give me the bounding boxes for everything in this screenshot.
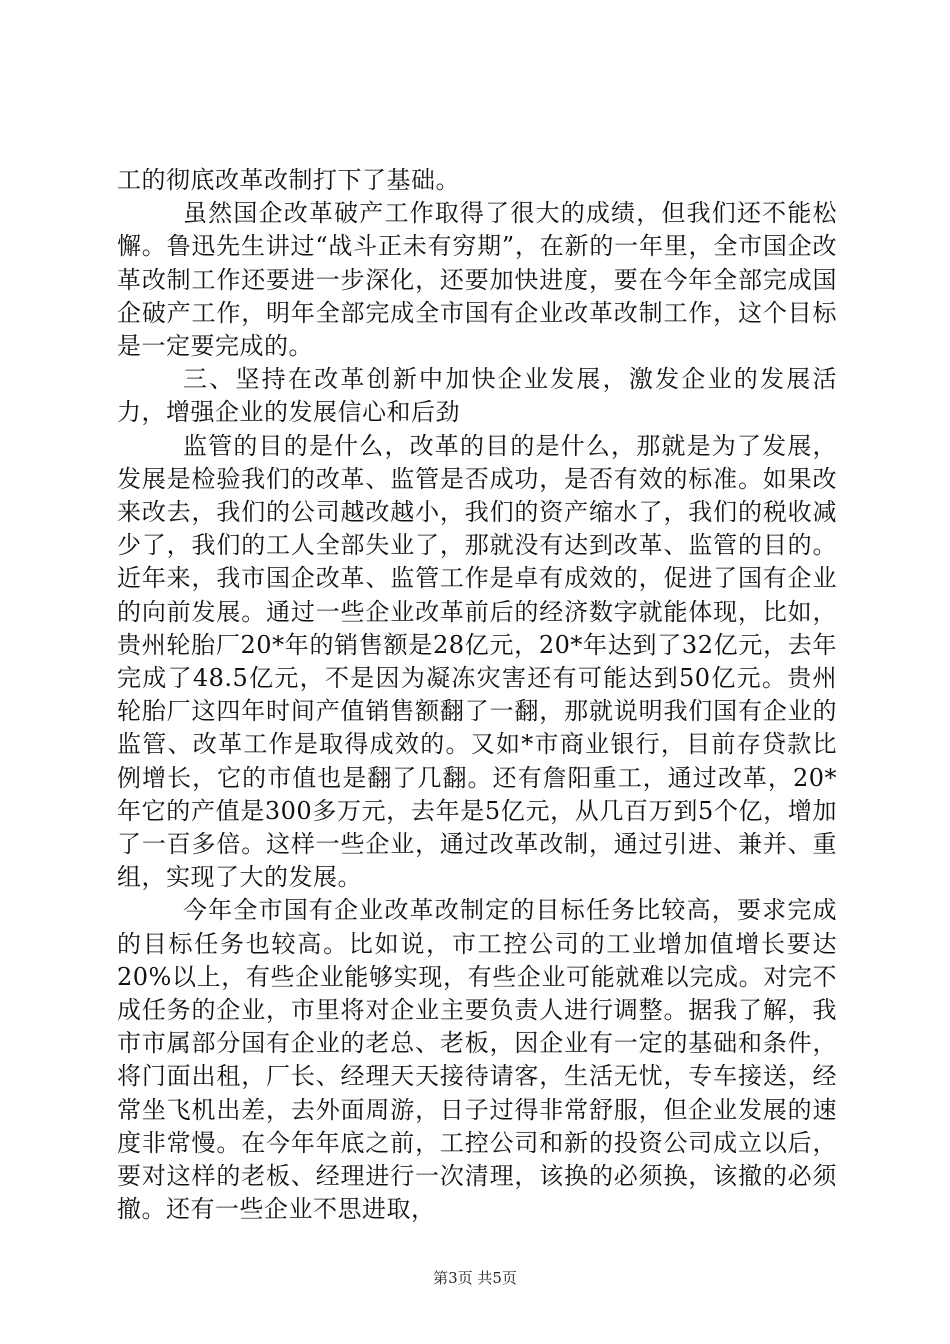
document-body: [117, 164, 837, 1227]
paragraph-reform-progress: 虽然国企改革破产工作取得了很大的成绩，但我们还不能松懈。鲁迅先生讲过“战斗正未有穷期”，在新的一年里，全市国企改革改制工作还要进一步深化，还要加快进度，要在今年全部完成国企破产工作，明年全部完成全市国有企业改革改制工作，这个目标是一定要完成的。: [117, 199, 837, 361]
section-heading-three: 三、坚持在改革创新中加快企业发展，激发企业的发展活力，增强企业的发展信心和后劲: [117, 365, 837, 427]
page-footer: 第3页 共5页: [433, 1269, 517, 1287]
paragraph-development-purpose: 监管的目的是什么，改革的目的是什么，那就是为了发展，发展是检验我们的改革、监管是否成功，是否有效的标准。如果改来改去，我们的公司越改越小，我们的资产缩水了，我们的税收减少了，我们的工人全部失业了，那就没有达到改革、监管的目的。近年来，我市国企改革、监管工作是卓有成效的，促进了国有企业的向前发展。通过一些企业改革前后的经济数字就能体现，比如，贵州轮胎厂20*年的销售额是28亿元，20*年达到了32亿元，去年完成了48.5亿元，不是因为凝冻灾害还有可能达到50亿元。贵州轮胎厂这四年时间产值销售额翻了一翻，那就说明我们国有企业的监管、改革工作是取得成效的。又如*市商业银行，目前存贷款比例增长，它的市值也是翻了几翻。还有詹阳重工，通过改革，20*年它的产值是300多万元，去年是5亿元，从几百万到5个亿，增加了一百多倍。这样一些企业，通过改革改制，通过引进、兼并、重组，实现了大的发展。: [117, 431, 837, 892]
paragraph-annual-targets: 今年全市国有企业改革改制定的目标任务比较高，要求完成的目标任务也较高。比如说，市工控公司的工业增加值增长要达20%以上，有些企业能够实现，有些企业可能就难以完成。对完不成任务的企业，市里将对企业主要负责人进行调整。据我了解，我市市属部分国有企业的老总、老板，因企业有一定的基础和条件，将门面出租，厂长、经理天天接待请客，生活无忧，专车接送，经常坐飞机出差，去外面周游，日子过得非常舒服，但企业发展的速度非常慢。在今年年底之前，工控公司和新的投资公司成立以后，要对这样的老板、经理进行一次清理，该换的必须换，该撤的必须撤。还有一些企业不思进取，: [117, 896, 837, 1224]
paragraph-continuation: 工的彻底改革改制打下了基础。: [117, 166, 460, 194]
